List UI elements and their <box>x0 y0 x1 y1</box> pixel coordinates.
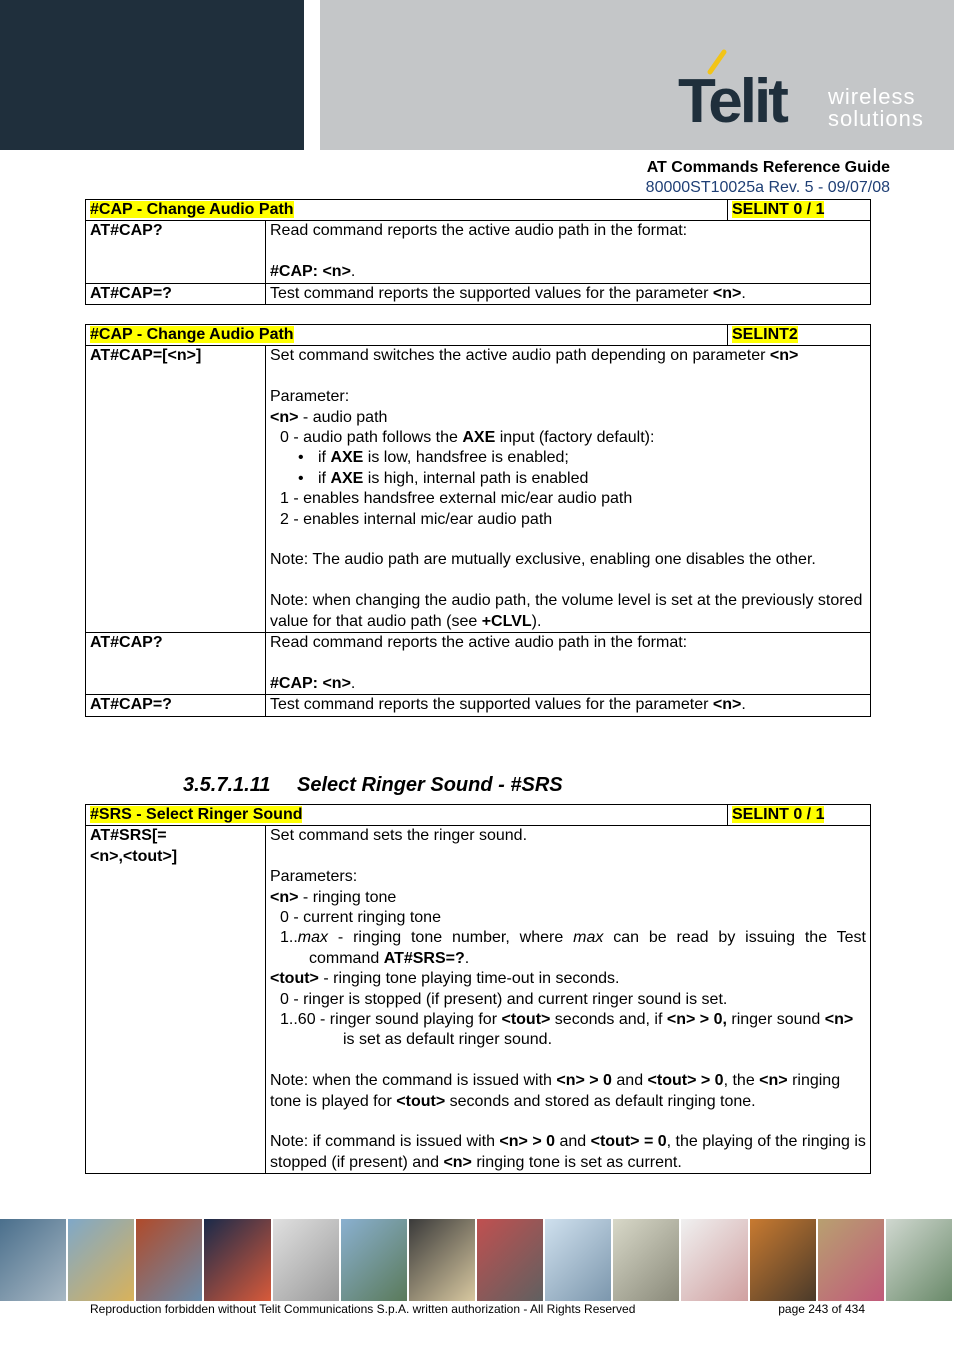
section-number: 3.5.7.1.11 <box>183 774 271 796</box>
option-0: 0 - audio path follows the AXE input (factory default): <box>280 429 655 447</box>
description-cell: Read command reports the active audio path in the format: #CAP: <n>. <box>266 221 871 283</box>
command-cell: AT#CAP=? <box>86 283 266 304</box>
option-2: 2 - enables internal mic/ear audio path <box>280 510 553 528</box>
param-name: <n> <box>270 408 299 426</box>
param-name: <n> <box>270 888 299 906</box>
response-format: #CAP: <n> <box>270 674 351 692</box>
selint-badge: SELINT 0 / 1 <box>732 806 825 823</box>
description-text: Set command sets the ringer sound. <box>270 827 528 845</box>
footer-photo-strip <box>0 1219 954 1301</box>
footer-photo <box>613 1219 681 1301</box>
command-cell: AT#SRS[= <n>,<tout>] <box>86 826 266 1174</box>
description-text: Test command reports the supported values for the parameter <box>270 284 713 302</box>
table-row <box>86 221 871 283</box>
selint-cell <box>728 200 871 221</box>
cap-table-selint2 <box>85 324 871 717</box>
table-row <box>86 826 871 1174</box>
footer-photo <box>0 1219 68 1301</box>
note-text: Note: when the command is issued with <n> > 0 and <tout> > 0, the <n> ringing tone is played for <tout> seconds and stored as default ringing tone. <box>270 1072 841 1110</box>
param-name: <n> <box>769 347 799 365</box>
footer-photo <box>136 1219 204 1301</box>
option-1: 1..max - ringing tone number, where max can be read by issuing the Test command AT#SRS=?. <box>280 929 867 967</box>
description-text: Read command reports the active audio path in the format: <box>270 222 688 240</box>
table-header-row <box>86 200 871 221</box>
footer-photo <box>681 1219 749 1301</box>
description-text: Set command switches the active audio path depending on parameter <box>270 347 770 365</box>
footer-photo <box>750 1219 818 1301</box>
note-text: Note: when changing the audio path, the volume level is set at the previously stored value for that audio path (see +CLVL). <box>270 592 863 630</box>
table-row <box>86 695 871 716</box>
option-0: 0 - current ringing tone <box>280 909 441 927</box>
table-title: #CAP - Change Audio Path <box>90 326 294 343</box>
footer-photo <box>545 1219 613 1301</box>
section-heading <box>183 774 563 797</box>
table-header-row <box>86 325 871 346</box>
table-title-cell <box>86 200 728 221</box>
footer-photo <box>409 1219 477 1301</box>
section-title: Select Ringer Sound - #SRS <box>297 774 563 796</box>
note-text: Note: The audio path are mutually exclusive, enabling one disables the other. <box>270 551 816 569</box>
bullet-item: • if AXE is high, internal path is enabled <box>270 469 866 489</box>
parameters-label: Parameters: <box>270 868 358 886</box>
selint-badge: SELINT2 <box>732 326 798 343</box>
telit-logo <box>676 48 936 132</box>
command-cell: AT#CAP? <box>86 633 266 695</box>
table-title: #SRS - Select Ringer Sound <box>90 806 303 823</box>
command-cell: AT#CAP=? <box>86 695 266 716</box>
command-cell: AT#CAP? <box>86 221 266 283</box>
param-name: <n> <box>712 696 742 714</box>
selint-badge: SELINT 0 / 1 <box>732 201 825 218</box>
footer-photo <box>68 1219 136 1301</box>
parameter-label: Parameter: <box>270 388 350 406</box>
header-title: AT Commands Reference Guide <box>646 159 890 176</box>
description-cell: Read command reports the active audio path in the format: #CAP: <n>. <box>266 633 871 695</box>
description-cell: Test command reports the supported values for the parameter <n>. <box>266 695 871 716</box>
command-cell: AT#CAP=[<n>] <box>86 346 266 633</box>
bullet-item: • if AXE is low, handsfree is enabled; <box>270 448 866 468</box>
param-name: <n> <box>712 284 742 302</box>
table-header-row <box>86 805 871 826</box>
table-row <box>86 283 871 304</box>
response-format: #CAP: <n> <box>270 263 351 281</box>
param-name: <tout> <box>270 970 319 988</box>
logo-line2-text: solutions <box>828 106 924 131</box>
selint-cell <box>728 325 871 346</box>
table-title-cell <box>86 805 728 826</box>
logo-line1-text: wireless <box>828 84 916 109</box>
footer-copyright: Reproduction forbidden without Telit Communications S.p.A. written authorization - All Rights Reserved <box>90 1302 636 1316</box>
description-cell: Test command reports the supported values for the parameter <n>. <box>266 283 871 304</box>
description-cell <box>266 346 871 633</box>
footer-photo <box>818 1219 886 1301</box>
footer-photo <box>341 1219 409 1301</box>
table-row <box>86 346 871 633</box>
param-desc: - audio path <box>298 408 388 426</box>
selint-cell <box>728 805 871 826</box>
table-title: #CAP - Change Audio Path <box>90 201 294 218</box>
table-row <box>86 633 871 695</box>
footer-photo <box>204 1219 272 1301</box>
tout-option-0: 0 - ringer is stopped (if present) and current ringer sound is set. <box>280 990 728 1008</box>
header-doc-info: 80000ST10025a Rev. 5 - 09/07/08 <box>645 179 890 196</box>
table-title-cell <box>86 325 728 346</box>
header-dark-panel <box>0 0 304 150</box>
footer-photo <box>477 1219 545 1301</box>
description-text: Test command reports the supported values for the parameter <box>270 696 713 714</box>
option-1: 1 - enables handsfree external mic/ear audio path <box>280 490 633 508</box>
srs-table <box>85 804 871 1174</box>
footer-photo <box>886 1219 954 1301</box>
footer-photo <box>273 1219 341 1301</box>
note-text: Note: if command is issued with <n> > 0 and <tout> = 0, the playing of the ringing is stopped (if present) and <n> ringing tone is set as current. <box>270 1133 866 1171</box>
description-cell: Set command sets the ringer sound. Parameters: <n> - ringing tone 0 - current ringing tone 1..max - ringing tone number, where max can be read by issuing the Test command AT#SRS=?. <tout> - ringing tone playing time-out in seconds. 0 - ringer is stopped (if present) and current ringer sound is set. 1..60 - ringer sound playing for <tout> seconds and, if <n> > 0, ringer sound <n> is set as default ringer sound. Note: when the command is issued with <n> > 0 and <tout> > 0, the <n> ringing tone is played for <tout> seconds and stored as default ringing tone. Note: if command is issued with <n> > 0 and <tout> = 0, the playing of the ringing is stopped (if present) and <n> ringing tone is set as current. <box>266 826 871 1174</box>
footer-page-number: page 243 of 434 <box>778 1302 865 1316</box>
tout-option-1: 1..60 - ringer sound playing for <tout> seconds and, if <n> > 0, ringer sound <n> is set as default ringer sound. <box>280 1011 854 1049</box>
logo-main-text: Telit <box>678 67 786 132</box>
cap-table-selint01 <box>85 199 871 305</box>
description-text: Read command reports the active audio path in the format: <box>270 634 688 652</box>
